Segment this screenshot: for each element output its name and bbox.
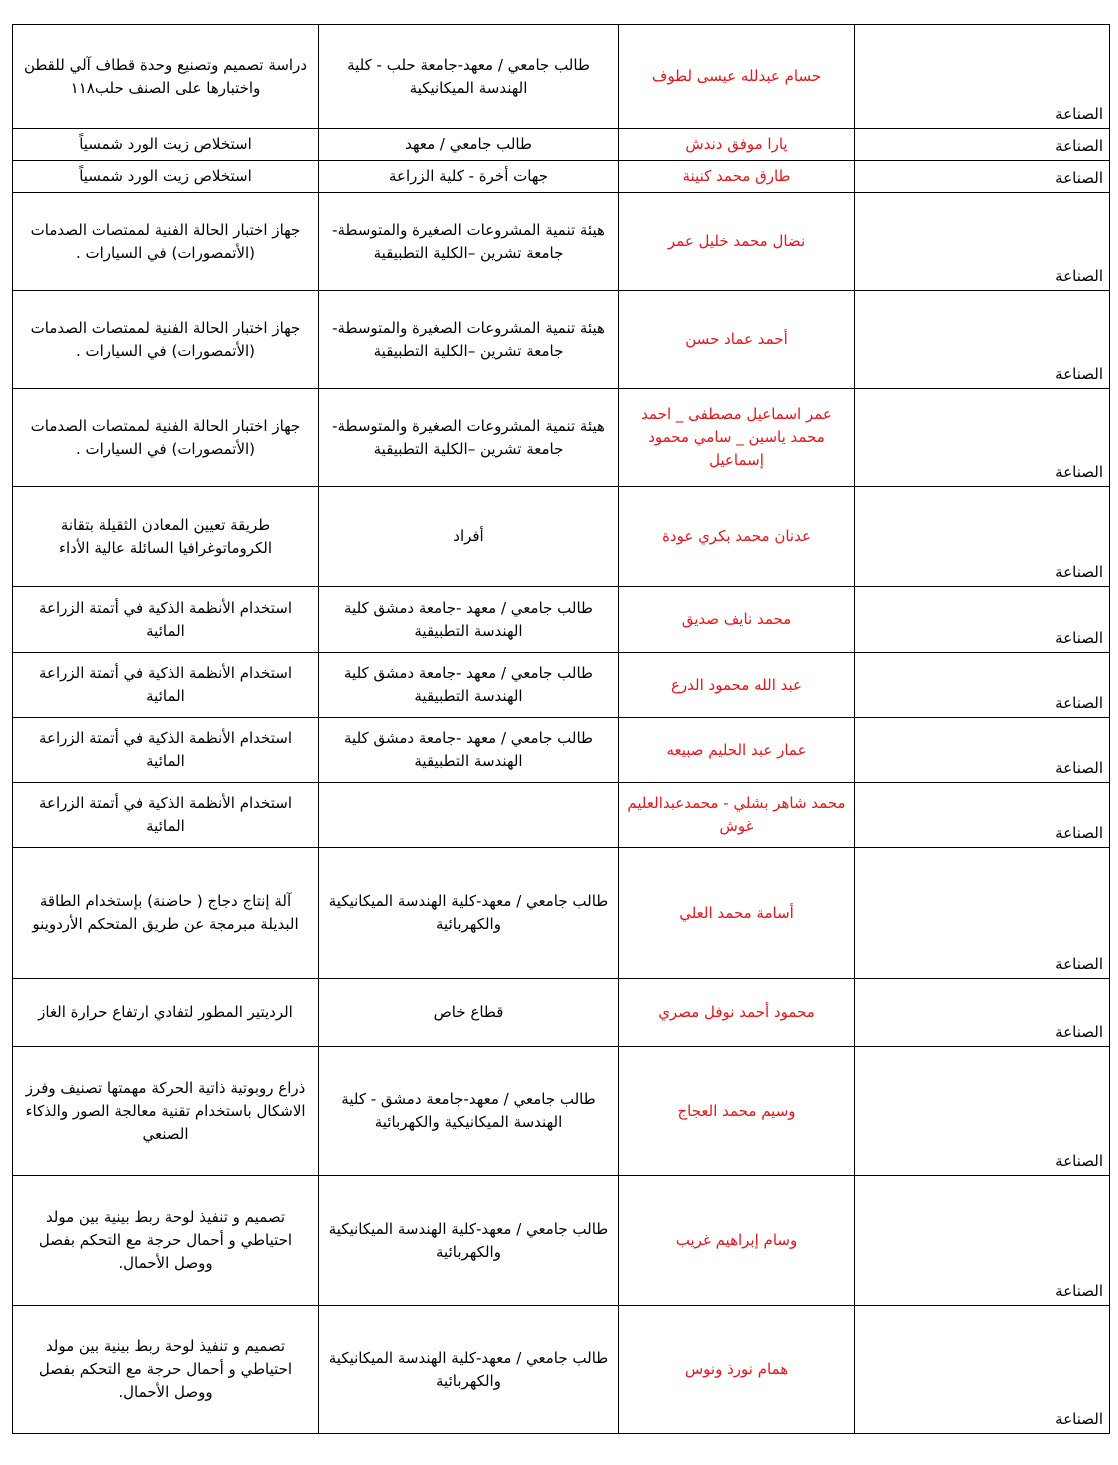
table-row — [13, 848, 1110, 979]
table-row — [13, 653, 1110, 718]
entity-cell: قطاع خاص — [319, 979, 619, 1047]
entity-cell: هيئة تنمية المشروعات الصغيرة والمتوسطة-جامعة تشرين –الكلية التطبيقية — [319, 389, 619, 487]
entity-cell — [319, 783, 619, 848]
names-cell: محمد شاهر بشلي - محمدعبدالعليم غوش — [619, 783, 855, 848]
names-cell: عدنان محمد بكري عودة — [619, 487, 855, 587]
project-cell: دراسة تصميم وتصنيع وحدة قطاف آلي للقطن واختبارها على الصنف حلب١١٨ — [13, 25, 319, 129]
names-cell: عمر اسماعيل مصطفى _ احمد محمد ياسين _ سامي محمود إسماعيل — [619, 389, 855, 487]
project-cell: جهاز اختبار الحالة الفنية لممتصات الصدمات (الأتمصورات) في السيارات . — [13, 389, 319, 487]
table-row — [13, 129, 1110, 161]
names-cell: أسامة محمد العلي — [619, 848, 855, 979]
sector-cell: الصناعة — [855, 487, 1110, 587]
entity-cell: طالب جامعي / معهد -جامعة دمشق كلية الهندسة التطبيقية — [319, 653, 619, 718]
sector-cell: الصناعة — [855, 653, 1110, 718]
project-cell: جهاز اختبار الحالة الفنية لممتصات الصدمات (الأتمصورات) في السيارات . — [13, 291, 319, 389]
project-cell: استخدام الأنظمة الذكية في أتمتة الزراعة المائية — [13, 653, 319, 718]
sector-cell: الصناعة — [855, 129, 1110, 161]
project-cell: استخدام الأنظمة الذكية في أتمتة الزراعة المائية — [13, 718, 319, 783]
project-cell: استخدام الأنظمة الذكية في أتمتة الزراعة المائية — [13, 587, 319, 653]
sector-cell: الصناعة — [855, 389, 1110, 487]
project-cell: جهاز اختبار الحالة الفنية لممتصات الصدمات (الأتمصورات) في السيارات . — [13, 193, 319, 291]
sector-cell: الصناعة — [855, 291, 1110, 389]
project-cell: الرديتير المطور لتفادي ارتفاع حرارة الغاز — [13, 979, 319, 1047]
table-row — [13, 783, 1110, 848]
entity-cell: طالب جامعي / معهد -جامعة دمشق كلية الهندسة التطبيقية — [319, 718, 619, 783]
sector-cell: الصناعة — [855, 587, 1110, 653]
entity-cell: طالب جامعي / معهد -جامعة دمشق كلية الهندسة التطبيقية — [319, 587, 619, 653]
project-cell: ذراع روبوتية ذاتية الحركة مهمتها تصنيف وفرز الاشكال باستخدام تقنية معالجة الصور والذكاء الصنعي — [13, 1047, 319, 1176]
sector-cell: الصناعة — [855, 1176, 1110, 1306]
entity-cell: طالب جامعي / معهد — [319, 129, 619, 161]
table-row — [13, 487, 1110, 587]
table-row — [13, 587, 1110, 653]
names-cell: طارق محمد كنينة — [619, 161, 855, 193]
names-cell: حسام عبدلله عيسى لطوف — [619, 25, 855, 129]
names-cell: همام نورذ ونوس — [619, 1306, 855, 1434]
table-row — [13, 1176, 1110, 1306]
entity-cell: هيئة تنمية المشروعات الصغيرة والمتوسطة-جامعة تشرين –الكلية التطبيقية — [319, 193, 619, 291]
sector-cell: الصناعة — [855, 783, 1110, 848]
names-cell: وسام إبراهيم غريب — [619, 1176, 855, 1306]
sector-cell: الصناعة — [855, 718, 1110, 783]
table-row — [13, 389, 1110, 487]
table-row — [13, 25, 1110, 129]
entity-cell: طالب جامعي / معهد-كلية الهندسة الميكانيكية والكهربائية — [319, 1176, 619, 1306]
names-cell: عبد الله محمود الدرع — [619, 653, 855, 718]
names-cell: وسيم محمد العجاج — [619, 1047, 855, 1176]
entity-cell: هيئة تنمية المشروعات الصغيرة والمتوسطة-جامعة تشرين –الكلية التطبيقية — [319, 291, 619, 389]
table-row — [13, 161, 1110, 193]
names-cell: عمار عبد الحليم صبيعه — [619, 718, 855, 783]
entity-cell: طالب جامعي / معهد-جامعة حلب - كلية الهندسة الميكانيكية — [319, 25, 619, 129]
entity-cell: أفراد — [319, 487, 619, 587]
names-cell: نضال محمد خليل عمر — [619, 193, 855, 291]
project-cell: تصميم و تنفيذ لوحة ربط بينية بين مولد احتياطي و أحمال حرجة مع التحكم بفصل ووصل الأحمال. — [13, 1306, 319, 1434]
project-cell: استخلاص زيت الورد شمسياً — [13, 129, 319, 161]
entity-cell: طالب جامعي / معهد-كلية الهندسة الميكانيكية والكهربائية — [319, 1306, 619, 1434]
table-row — [13, 1047, 1110, 1176]
project-cell: تصميم و تنفيذ لوحة ربط بينية بين مولد احتياطي و أحمال حرجة مع التحكم بفصل ووصل الأحمال. — [13, 1176, 319, 1306]
names-cell: أحمد عماد حسن — [619, 291, 855, 389]
names-cell: محمود أحمد نوفل مصري — [619, 979, 855, 1047]
table-row — [13, 979, 1110, 1047]
sector-cell: الصناعة — [855, 848, 1110, 979]
project-cell: طريقة تعيين المعادن الثقيلة بتقانة الكروماتوغرافيا السائلة عالية الأداء — [13, 487, 319, 587]
project-cell: آلة إنتاج دجاج ( حاضنة) بإستخدام الطاقة البديلة مبرمجة عن طريق المتحكم الأردوينو — [13, 848, 319, 979]
project-cell: استخدام الأنظمة الذكية في أتمتة الزراعة المائية — [13, 783, 319, 848]
sector-cell: الصناعة — [855, 979, 1110, 1047]
sector-cell: الصناعة — [855, 193, 1110, 291]
table-row — [13, 193, 1110, 291]
table-row — [13, 1306, 1110, 1434]
project-cell: استخلاص زيت الورد شمسياً — [13, 161, 319, 193]
table-row — [13, 718, 1110, 783]
sector-cell: الصناعة — [855, 1306, 1110, 1434]
sector-cell: الصناعة — [855, 1047, 1110, 1176]
names-cell: يارا موفق دندش — [619, 129, 855, 161]
entity-cell: طالب جامعي / معهد-كلية الهندسة الميكانيكية والكهربائية — [319, 848, 619, 979]
entity-cell: طالب جامعي / معهد-جامعة دمشق - كلية الهندسة الميكانيكية والكهربائية — [319, 1047, 619, 1176]
projects-table — [12, 24, 1110, 1434]
sector-cell: الصناعة — [855, 25, 1110, 129]
names-cell: محمد نايف صديق — [619, 587, 855, 653]
table-row — [13, 291, 1110, 389]
sector-cell: الصناعة — [855, 161, 1110, 193]
entity-cell: جهات أخرة - كلية الزراعة — [319, 161, 619, 193]
